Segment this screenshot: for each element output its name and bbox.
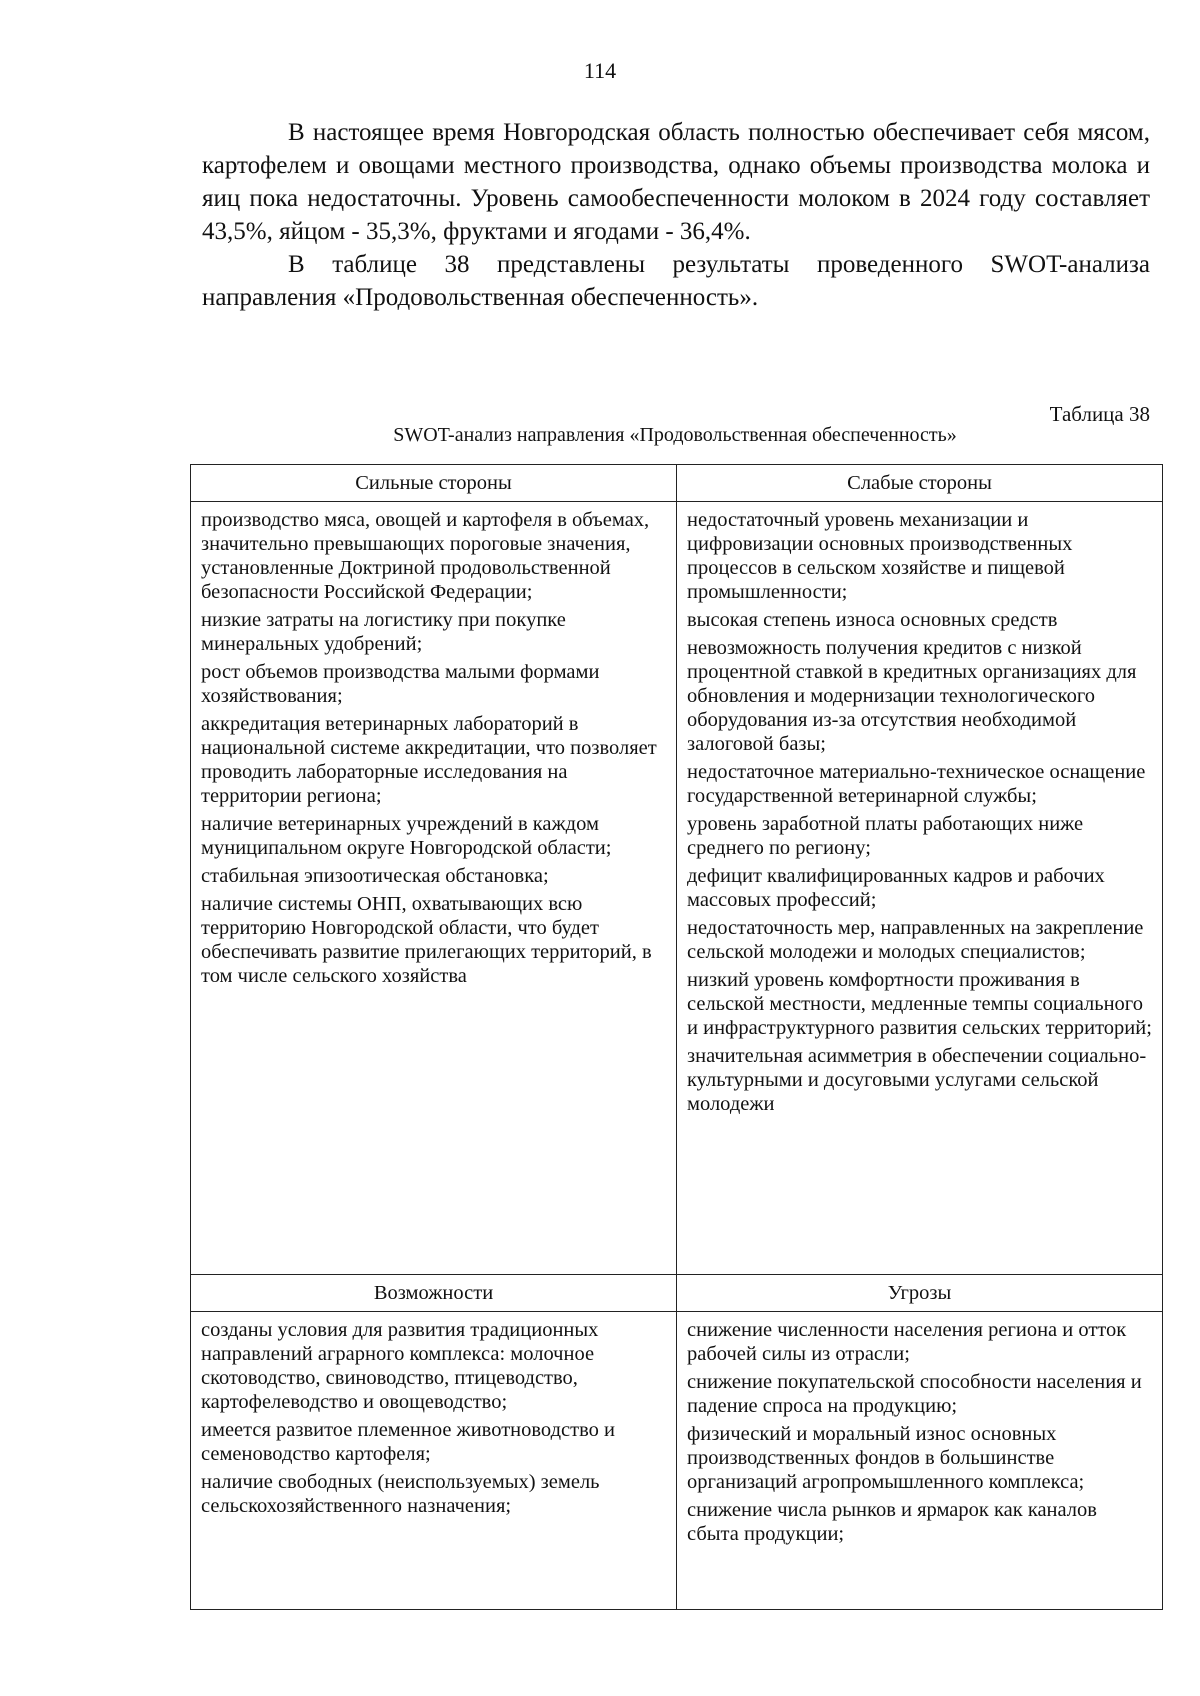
strength-item: низкие затраты на логистику при покупке минеральных удобрений;: [201, 609, 566, 655]
opportunities-cell: [191, 1312, 677, 1610]
strengths-cell: [191, 502, 677, 1275]
strength-item: рост объемов производства малыми формами хозяйствования;: [201, 661, 600, 707]
weakness-item: недостаточный уровень механизации и цифровизации основных производственных процессов в сельском хозяйстве и пищевой промышленности;: [687, 509, 1073, 603]
weakness-item: дефицит квалифицированных кадров и рабочих массовых профессий;: [687, 865, 1105, 911]
threats-header: Угрозы: [677, 1275, 1163, 1312]
weaknesses-header: Слабые стороны: [677, 465, 1163, 502]
strengths-header: Сильные стороны: [191, 465, 677, 502]
strength-item: наличие ветеринарных учреждений в каждом муниципальном округе Новгородской области;: [201, 813, 612, 859]
opportunity-item: имеется развитое племенное животноводство и семеноводство картофеля;: [201, 1419, 615, 1465]
paragraph: В настоящее время Новгородская область полностью обеспечивает себя мясом, картофелем и овощами местного производства, однако объемы производства молока и яиц пока недостаточны. Уровень самообеспеченности молоком в 2024 году составляет 43,5%, яйцом - 35,3%, фруктами и ягодами - 36,4%.: [202, 119, 1150, 245]
strength-item: наличие системы ОНП, охватывающих всю территорию Новгородской области, что будет обеспечивать развитие прилегающих территорий, в том числе сельского хозяйства: [201, 893, 652, 987]
threat-item: снижение покупательской способности населения и падение спроса на продукцию;: [687, 1371, 1142, 1417]
swot-header-row: [191, 1275, 1163, 1312]
swot-header-row: [191, 465, 1163, 502]
page-number: 114: [583, 58, 617, 83]
weakness-item: значительная асимметрия в обеспечении социально-культурными и досуговыми услугами сельской молодежи: [687, 1045, 1147, 1115]
opportunity-item: созданы условия для развития традиционных направлений аграрного комплекса: молочное скотоводство, свиноводство, птицеводство, картофелеводство и овощеводство;: [201, 1319, 599, 1413]
weakness-item: невозможность получения кредитов с низкой процентной ставкой в кредитных организациях для обновления и модернизации технологического оборудования из-за отсутствия необходимой залоговой базы;: [687, 637, 1137, 755]
body-text: [202, 116, 1150, 314]
table-title: SWOT-анализ направления «Продовольственная обеспеченность»: [393, 424, 957, 446]
swot-row: [191, 502, 1163, 1275]
strength-item: стабильная эпизоотическая обстановка;: [201, 865, 549, 887]
strength-item: аккредитация ветеринарных лабораторий в национальной системе аккредитации, что позволяет проводить лабораторные исследования на территории региона;: [201, 713, 657, 807]
weakness-item: низкий уровень комфортности проживания в сельской местности, медленные темпы социального и инфраструктурного развития сельских территорий;: [687, 969, 1152, 1039]
threat-item: снижение численности населения региона и отток рабочей силы из отрасли;: [687, 1319, 1127, 1365]
swot-row: [191, 1312, 1163, 1610]
weakness-item: недостаточное материально-техническое оснащение государственной ветеринарной службы;: [687, 761, 1146, 807]
threats-cell: [677, 1312, 1163, 1610]
table-caption: Таблица 38: [1049, 402, 1150, 426]
weakness-item: высокая степень износа основных средств: [687, 609, 1058, 631]
threat-item: физический и моральный износ основных производственных фондов в большинстве организаций агропромышленного комплекса;: [687, 1423, 1085, 1493]
opportunities-header: Возможности: [191, 1275, 677, 1312]
swot-table: [190, 464, 1163, 1610]
threat-item: снижение числа рынков и ярмарок как каналов сбыта продукции;: [687, 1499, 1097, 1545]
paragraph: В таблице 38 представлены результаты проведенного SWOT-анализа направления «Продовольственная обеспеченность».: [202, 251, 1150, 311]
opportunity-item: наличие свободных (неиспользуемых) земель сельскохозяйственного назначения;: [201, 1471, 600, 1517]
weakness-item: недостаточность мер, направленных на закрепление сельской молодежи и молодых специалистов;: [687, 917, 1144, 963]
weaknesses-cell: [677, 502, 1163, 1275]
strength-item: производство мяса, овощей и картофеля в объемах, значительно превышающих пороговые значения, установленные Доктриной продовольственной безопасности Российской Федерации;: [201, 509, 650, 603]
weakness-item: уровень заработной платы работающих ниже среднего по региону;: [687, 813, 1084, 859]
